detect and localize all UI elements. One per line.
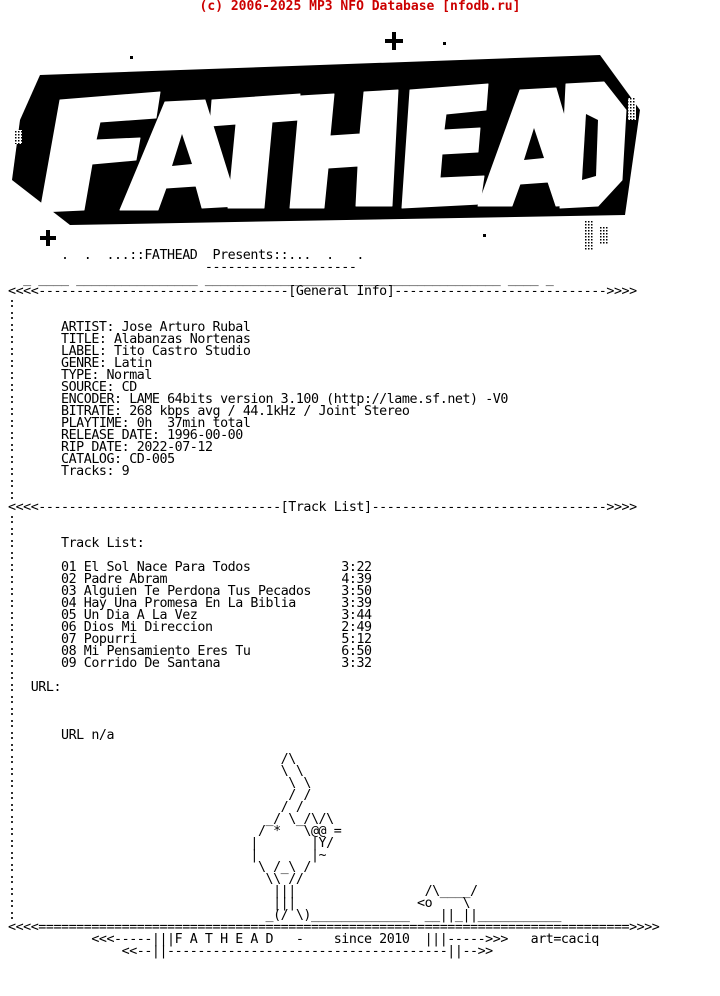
copyright-header: (c) 2006-2025 MP3 NFO Database [nfodb.ru] bbox=[199, 0, 521, 14]
info-release-date: RELEASE DATE: 1996-00-00 bbox=[61, 428, 243, 443]
ascii-art-line: \ \ bbox=[15, 776, 311, 791]
track-number: 08 bbox=[61, 644, 77, 659]
ascii-art-line: | |Y/ bbox=[15, 836, 334, 851]
info-type: TYPE: Normal bbox=[61, 368, 152, 383]
track-time: 6:50 bbox=[341, 644, 372, 659]
track-pad bbox=[220, 656, 341, 671]
fathead-logo bbox=[0, 20, 720, 260]
track-number: 09 bbox=[61, 656, 77, 671]
track-number: 01 bbox=[61, 560, 77, 575]
ascii-art-line: / * \@@ = bbox=[15, 824, 342, 839]
presents-line: . . ...::FATHEAD Presents::... . . bbox=[8, 248, 364, 263]
track-title: Popurri bbox=[83, 632, 137, 647]
track-time: 3:39 bbox=[341, 596, 372, 611]
track-title: Un Dia A La Vez bbox=[83, 608, 198, 623]
track-time: 3:22 bbox=[341, 560, 372, 575]
footer-credits: <<<-----|||F A T H E A D - since 2010 |||----->>> art=caciq bbox=[8, 932, 599, 947]
track-number: 05 bbox=[61, 608, 77, 623]
ascii-art-line: _(/ \)_____________ __||_||___________ bbox=[15, 908, 561, 923]
ascii-art-line: \\ // bbox=[15, 872, 304, 887]
info-bitrate: BITRATE: 268 kbps avg / 44.1kHz / Joint Stereo bbox=[61, 404, 410, 419]
track-title: El Sol Nace Para Todos bbox=[83, 560, 251, 575]
info-title: TITLE: Alabanzas Nortenas bbox=[61, 332, 251, 347]
info-playtime: PLAYTIME: 0h 37min total bbox=[61, 416, 251, 431]
ascii-art-line: ||| <o \ bbox=[15, 896, 471, 911]
track-time: 3:50 bbox=[341, 584, 372, 599]
rule-mid: -------------------- bbox=[8, 260, 357, 275]
ascii-art-line: _/ \_/\/\ bbox=[15, 812, 334, 827]
track-time: 2:49 bbox=[341, 620, 372, 635]
info-rip-date: RIP DATE: 2022-07-12 bbox=[61, 440, 213, 455]
track-list-bar: <<<<--------------------------------[Track List]------------------------------->>>> bbox=[8, 500, 637, 515]
track-time: 3:44 bbox=[341, 608, 372, 623]
track-time: 4:39 bbox=[341, 572, 372, 587]
ascii-art-line: / / bbox=[15, 800, 304, 815]
tracklist-heading: Track List: bbox=[61, 536, 145, 551]
info-genre: GENRE: Latin bbox=[61, 356, 152, 371]
info-artist: ARTIST: Jose Arturo Rubal bbox=[61, 320, 251, 335]
track-title: Padre Abram bbox=[83, 572, 168, 587]
nfo-body: . . ...::FATHEAD Presents::... . . -------------------- _ ____ ________________ ____________________ __________________ ____ _ <<<<---------------------------------[General Info]---------------------------->>>> : : : ARTIST: Jose Arturo Rubal : TITLE: Alabanzas Nortenas : LABEL: Tito Castro Studio : GENRE: Latin : TYPE: Normal : SOURCE: CD : ENCODER: LAME 64bits version 3.100 (http://lame.sf.net) -V0 : BITRATE: 268 kbps avg / 44.1kHz / Joint Stereo : PLAYTIME: 0h 37min total : RELEASE DATE: 1996-00-00 : RIP DATE: 2022-07-12 : CATALOG: CD-005 : Tracks: 9 : : <<<<--------------------------------[Track List]------------------------------->>>> : : : Track List: : : 01 El Sol Nace Para Todos 3:22 : 02 Padre Abram 4:39 : 03 Alguien Te Perdona Tus Pecados 3:50 : 04 Hay Una Promesa En La Biblia 3:39 : 05 Un Dia A La Vez 3:44 : 06 Dios Mi Direccion 2:49 : 07 Popurri 5:12 : 08 Mi Pensamiento Eres Tu 6:50 : 09 Corrido De Santana 3:32 : : URL: : : : : URL n/a : : /\ : \ \ : \ \ : / / : / / : _/ \_/\/\ : / * \@@ = : | |Y/ : | |~ : \ /_\ / : \\ // : ||| /\____/ : ||| <o \ : _(/ \)_____________ __||_||___________ <<<<==============================================================================>>>> <<<-----|||F A T H E A D - since 2010 |||----->>> art=caciq <<--||-------------------------------------||-->> bbox=[8, 248, 660, 959]
track-number: 02 bbox=[61, 572, 77, 587]
track-number: 03 bbox=[61, 584, 77, 599]
info-catalog: CATALOG: CD-005 bbox=[61, 452, 175, 467]
track-title: Corrido De Santana bbox=[83, 656, 221, 671]
track-title: Mi Pensamiento Eres Tu bbox=[83, 644, 251, 659]
track-time: 3:32 bbox=[341, 656, 372, 671]
track-title: Dios Mi Direccion bbox=[83, 620, 213, 635]
ascii-art-line: ||| /\____/ bbox=[15, 884, 478, 899]
track-number: 07 bbox=[61, 632, 77, 647]
info-encoder: ENCODER: LAME 64bits version 3.100 (http://lame.sf.net) -V0 bbox=[61, 392, 508, 407]
url-label: URL: bbox=[30, 680, 62, 695]
footer-bottom: <<--||-------------------------------------||-->> bbox=[8, 944, 493, 959]
track-row bbox=[61, 656, 372, 671]
footer-rule: <<<<==============================================================================>>>> bbox=[8, 920, 660, 935]
track-number: 04 bbox=[61, 596, 77, 611]
url-value: URL n/a bbox=[61, 728, 115, 743]
ascii-art-line: | |~ bbox=[15, 848, 327, 863]
track-time: 5:12 bbox=[341, 632, 372, 647]
general-info-bar: <<<<---------------------------------[General Info]---------------------------->>>> bbox=[8, 284, 637, 299]
track-title: Alguien Te Perdona Tus Pecados bbox=[83, 584, 311, 599]
rule-top: _ ____ ________________ ____________________ __________________ ____ _ bbox=[8, 272, 554, 287]
info-tracks: Tracks: 9 bbox=[61, 464, 130, 479]
ascii-art-line: / / bbox=[15, 788, 311, 803]
info-label: LABEL: Tito Castro Studio bbox=[61, 344, 251, 359]
ascii-art-line: \ \ bbox=[15, 764, 304, 779]
ascii-art-line: \ /_\ / bbox=[15, 860, 311, 875]
track-number: 06 bbox=[61, 620, 77, 635]
info-source: SOURCE: CD bbox=[61, 380, 137, 395]
track-title: Hay Una Promesa En La Biblia bbox=[83, 596, 296, 611]
ascii-art-line: /\ bbox=[15, 752, 296, 767]
